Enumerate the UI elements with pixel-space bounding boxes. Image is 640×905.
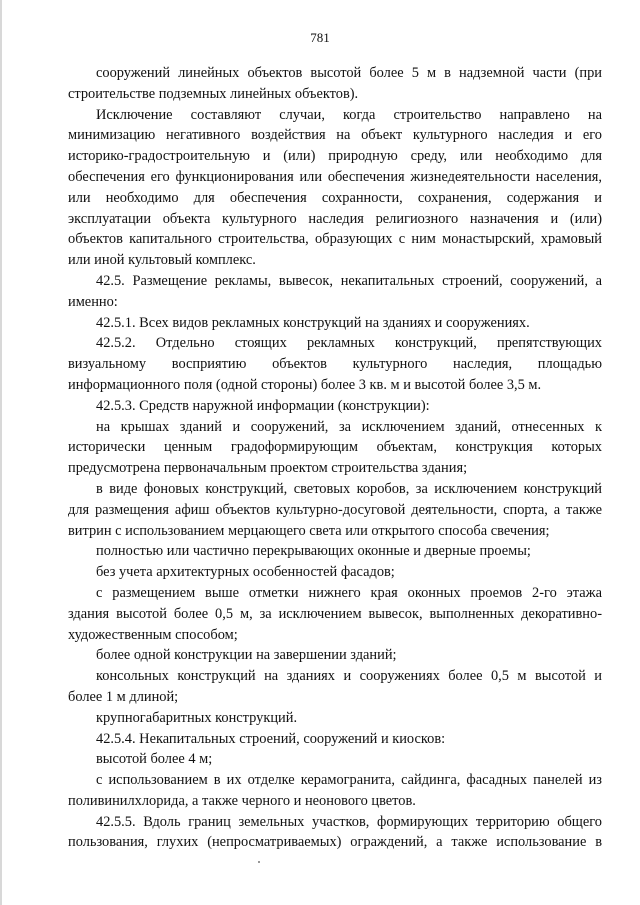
text-line: объектов капитального строительства, образующих с ним монастырский, храмовый <box>68 231 602 248</box>
paragraph <box>68 541 602 562</box>
text-line: здания высотой более 0,5 м, за исключением вывесок, выполненных декоративно- <box>68 605 602 622</box>
text-line: или иной культовый комплекс. <box>68 252 256 269</box>
document-body <box>68 63 602 853</box>
text-line: полностью или частично перекрывающих оконные и дверные проемы; <box>96 543 531 560</box>
paragraph <box>68 770 602 812</box>
text-line: высотой более 4 м; <box>96 751 213 768</box>
paragraph <box>68 105 602 271</box>
text-line: обеспечения его функционирования или обеспечения жизнедеятельности населения, <box>68 168 602 185</box>
text-line: художественным способом; <box>68 626 238 643</box>
text-line: минимизацию негативного воздействия на объект культурного наследия и его <box>68 127 602 144</box>
text-line: 42.5.3. Средств наружной информации (конструкции): <box>96 397 430 414</box>
text-line: или необходимо для обеспечения сохранности, сохранения, содержания и <box>68 189 602 206</box>
text-line: сооружений линейных объектов высотой более 5 м в надземной части (при <box>96 65 602 81</box>
text-line: 42.5. Размещение рекламы, вывесок, некапитальных строений, сооружений, а <box>96 272 602 289</box>
paragraph <box>68 583 602 645</box>
text-line: крупногабаритных конструкций. <box>96 709 298 726</box>
text-line: строительстве подземных линейных объектов). <box>68 85 359 102</box>
paragraph <box>68 729 602 750</box>
text-line: визуальному восприятию объектов культурного наследия, площадью <box>68 356 602 373</box>
text-line: 42.5.2. Отдельно стоящих рекламных конструкций, препятствующих <box>96 335 602 352</box>
page-number: 781 <box>310 30 330 45</box>
text-line: 42.5.5. Вдоль границ земельных участков, формирующих территорию общего <box>96 813 602 830</box>
text-line: исторически ценным градоформирующим объектам, конструкция которых <box>68 439 602 456</box>
text-line: без учета архитектурных особенностей фасадов; <box>96 564 395 581</box>
paragraph <box>68 479 602 541</box>
paragraph <box>68 271 602 313</box>
text-line: на крышах зданий и сооружений, за исключением зданий, отнесенных к <box>96 418 602 435</box>
text-line: витрин с использованием мерцающего света или открытого способа свечения; <box>68 522 550 539</box>
text-line: консольных конструкций на зданиях и сооружениях более 0,5 м высотой и <box>96 668 602 685</box>
text-line: информационного поля (одной стороны) более 3 кв. м и высотой более 3,5 м. <box>68 376 542 393</box>
paragraph <box>68 812 602 854</box>
text-line: в виде фоновых конструкций, световых коробов, за исключением конструкций <box>96 480 602 497</box>
text-line: эксплуатации объекта культурного наследия религиозного назначения и (или) <box>68 210 602 227</box>
paragraph <box>68 63 602 105</box>
paragraph <box>68 396 602 417</box>
text-line: Исключение составляют случаи, когда строительство направлено на <box>96 106 602 123</box>
scan-speck <box>258 861 260 863</box>
paragraph <box>68 313 602 334</box>
text-line: для размещения афиш объектов культурно-досуговой деятельности, спорта, а также <box>68 501 602 518</box>
text-line: именно: <box>68 293 118 310</box>
text-line: 42.5.4. Некапитальных строений, сооружений и киосков: <box>96 730 446 747</box>
paragraph <box>68 562 602 583</box>
text-line: 42.5.1. Всех видов рекламных конструкций на зданиях и сооружениях. <box>96 314 530 331</box>
text-line: более одной конструкции на завершении зданий; <box>96 647 397 664</box>
scan-edge <box>0 0 2 905</box>
text-line: предусмотрена первоначальным проектом строительства здания; <box>68 460 468 477</box>
paragraph <box>68 333 602 395</box>
text-line: поливинилхлорида, а также черного и неонового цветов. <box>68 792 416 809</box>
text-line: более 1 м длиной; <box>68 688 179 705</box>
paragraph <box>68 749 602 770</box>
paragraph <box>68 708 602 729</box>
text-line: историко-градостроительную и (или) природную среду, или необходимо для <box>68 148 602 165</box>
paragraph <box>68 417 602 479</box>
paragraph <box>68 666 602 708</box>
text-line: пользования, глухих (непросматриваемых) ограждений, а также использование в <box>68 834 602 851</box>
text-line: с размещением выше отметки нижнего края оконных проемов 2-го этажа <box>96 584 602 601</box>
paragraph <box>68 645 602 666</box>
text-line: с использованием в их отделке керамогранита, сайдинга, фасадных панелей из <box>96 772 602 789</box>
